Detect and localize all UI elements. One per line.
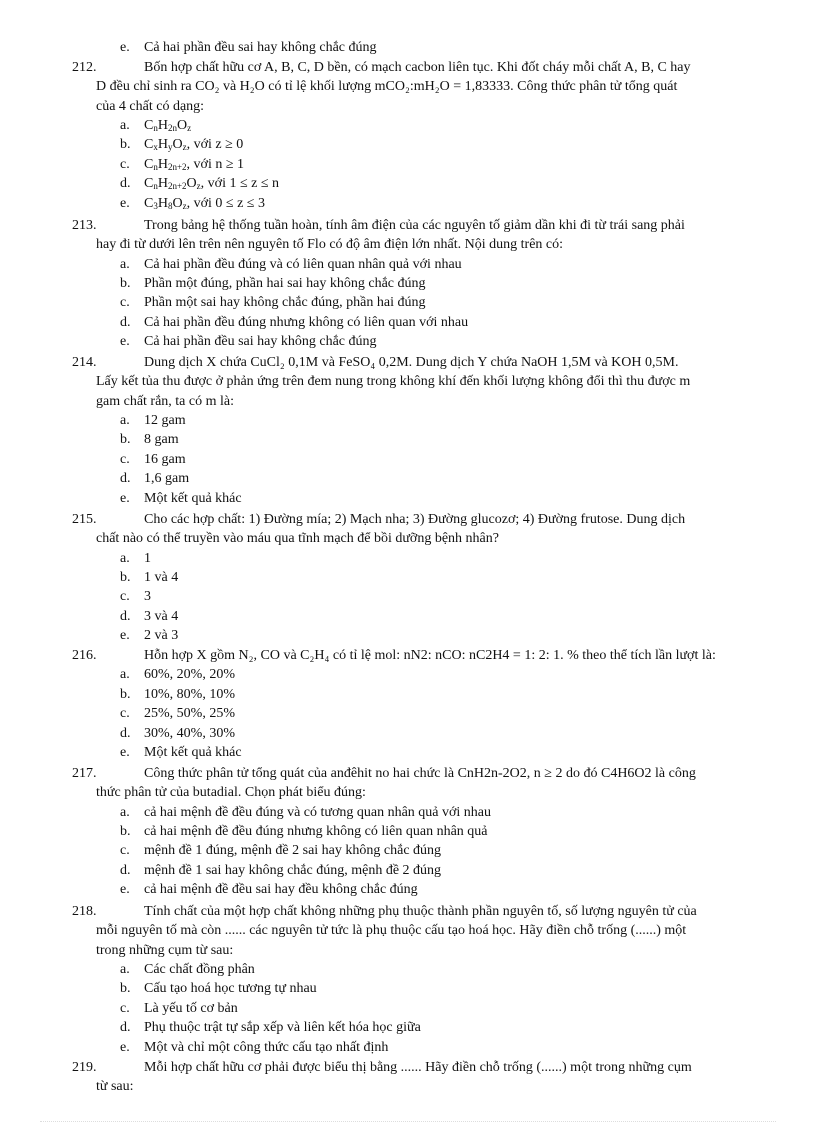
option-text: cả hai mệnh đề đều đúng và có tương quan nhân quả với nhau	[144, 804, 492, 820]
question-number: 212.	[72, 60, 97, 75]
option-b	[120, 685, 766, 704]
question-number: 219.	[72, 1060, 97, 1075]
option-b	[120, 568, 766, 587]
option-text: 1 và 4	[144, 570, 179, 585]
option-letter: b.	[120, 432, 131, 448]
option-b	[120, 822, 766, 841]
question-text: Mỗi hợp chất hữu cơ phải được biểu thị bằng ...... Hãy điền chỗ trống (......) một trong những cụm	[144, 1060, 692, 1075]
option-text: Một và chỉ một công thức cấu tạo nhất định	[144, 1039, 389, 1055]
question-218	[72, 902, 766, 1057]
question-text: Cho các hợp chất: 1) Đường mía; 2) Mạch nha; 3) Đường glucozơ; 4) Đường frutose. Dung dịch	[144, 512, 686, 527]
option-text: Một kết quả khác	[144, 490, 242, 506]
question-number: 218.	[72, 904, 97, 919]
option-text: 25%, 50%, 25%	[144, 706, 235, 722]
option-text: 3	[144, 589, 151, 605]
option-text: cả hai mệnh đề đều sai hay đều không chắc đúng	[144, 882, 418, 898]
option-letter: b.	[120, 824, 131, 839]
option-letter: e.	[120, 490, 130, 506]
option-text: Cả hai phần đều sai hay không chắc đúng	[144, 334, 377, 350]
question-216	[72, 646, 766, 762]
question-219	[72, 1058, 766, 1097]
option-text: 2 và 3	[144, 628, 179, 644]
option-c	[120, 704, 766, 723]
question-text: Hỗn hợp X gồm N₂, CO và C₂H₄ có tỉ lệ mol: nN2: nCO: nC2H4 = 1: 2: 1. % theo thể tích lần lượt là:	[144, 648, 716, 663]
option-text: Một kết quả khác	[144, 744, 242, 760]
option-e	[120, 880, 766, 899]
option-letter: c.	[120, 295, 130, 311]
option-e	[120, 489, 766, 508]
option-d	[120, 1018, 766, 1037]
option-letter: d.	[120, 1020, 131, 1036]
option-a	[120, 116, 766, 135]
option-text: Phụ thuộc trật tự sắp xếp và liên kết hóa học giữa	[144, 1020, 421, 1036]
option-d	[120, 174, 766, 193]
option-d	[120, 469, 766, 488]
page-bottom-rule	[40, 1121, 776, 1122]
option-letter: e.	[120, 882, 130, 898]
option-d	[120, 313, 766, 332]
option-b	[120, 135, 766, 154]
question-text-cont: D đều chỉ sinh ra CO₂ và H₂O có tỉ lệ khối lượng mCO₂:mH₂O = 1,83333. Công thức phân tử tổng quát	[96, 79, 678, 95]
option-letter: e.	[120, 1039, 130, 1055]
option-letter: c.	[120, 706, 130, 722]
question-text-cont: Lấy kết tủa thu được ở phản ứng trên đem nung trong không khí đến khối lượng không đổi thì thu được m	[96, 374, 691, 390]
option-text: mệnh đề 1 sai hay không chắc đúng, mệnh đề 2 đúng	[144, 862, 442, 878]
option-text: Là yếu tố cơ bản	[144, 1000, 238, 1016]
question-text: Tính chất của một hợp chất không những phụ thuộc thành phần nguyên tố, số lượng nguyên tử của	[144, 904, 697, 919]
option-letter: e.	[120, 40, 130, 55]
option-text: $C_nH_{2n+2}O_z$, với 1 ≤ z ≤ n	[144, 176, 280, 192]
option-c	[120, 450, 766, 469]
question-212	[72, 58, 766, 213]
option-text: $C_nH_{2n+2}$, với n ≥ 1	[144, 156, 245, 172]
option-text: Cả hai phần đều sai hay không chắc đúng	[144, 40, 377, 55]
option-text: 16 gam	[144, 451, 186, 467]
question-number: 217.	[72, 766, 97, 781]
question-text: Bốn hợp chất hữu cơ A, B, C, D bền, có mạch cacbon liên tục. Khi đốt cháy mỗi chất A, B, C hay	[144, 60, 691, 75]
question-number: 213.	[72, 218, 97, 233]
option-text: $C_xH_yO_z$, với z ≥ 0	[144, 137, 244, 153]
option-text: 1,6 gam	[144, 471, 190, 487]
option-text: 1	[144, 550, 151, 566]
option-letter: a.	[120, 256, 130, 272]
option-d	[120, 607, 766, 626]
option-letter: b.	[120, 276, 131, 291]
question-text-cont: chất nào có thể truyền vào máu qua tĩnh mạch để bồi dưỡng bệnh nhân?	[96, 531, 499, 547]
question-213	[72, 216, 766, 352]
option-e	[120, 1038, 766, 1057]
option-text: Cả hai phần đều đúng nhưng không có liên quan với nhau	[144, 314, 469, 330]
option-letter: a.	[120, 412, 130, 428]
option-letter: a.	[120, 550, 130, 566]
question-text-cont: hay đi từ dưới lên trên nên nguyên tố Flo có độ âm điện lớn nhất. Nội dung trên có:	[96, 237, 564, 253]
question-text-cont: trong những cụm từ sau:	[96, 942, 234, 958]
option-letter: d.	[120, 725, 131, 741]
option-text: Các chất đồng phân	[144, 961, 255, 977]
option-text: cả hai mệnh đề đều đúng nhưng không có liên quan nhân quả	[144, 824, 488, 839]
option-b	[120, 430, 766, 449]
question-text-cont: mỗi nguyên tố mà còn ...... các nguyên tử tức là phụ thuộc cấu tạo hoá học. Hãy điền chỗ trống (......) một	[96, 923, 687, 939]
option-a	[120, 255, 766, 274]
question-number: 214.	[72, 355, 97, 370]
option-c	[120, 587, 766, 606]
option-c	[120, 293, 766, 312]
option-a	[120, 960, 766, 979]
option-c	[120, 999, 766, 1018]
option-e	[120, 194, 766, 213]
option-b	[120, 979, 766, 998]
question-215	[72, 510, 766, 646]
option-text: Cấu tạo hoá học tương tự nhau	[144, 981, 317, 997]
option-e	[120, 743, 766, 762]
option-text: 30%, 40%, 30%	[144, 725, 235, 741]
option-text: Phần một sai hay không chắc đúng, phần hai đúng	[144, 295, 426, 311]
option-letter: c.	[120, 1000, 130, 1016]
option-letter: c.	[120, 589, 130, 605]
question-text-cont: thức phân tử của butadial. Chọn phát biểu đúng:	[96, 785, 366, 801]
option-d	[120, 861, 766, 880]
option-text: 10%, 80%, 10%	[144, 686, 235, 702]
option-letter: b.	[120, 686, 131, 702]
question-text: Công thức phân tử tổng quát của anđêhit no hai chức là CnH2n-2O2, n ≥ 2 do đó C4H6O2 là công	[144, 766, 696, 781]
option-text: Cả hai phần đều đúng và có liên quan nhân quả với nhau	[144, 256, 462, 272]
question-217	[72, 764, 766, 900]
option-letter: e.	[120, 195, 130, 211]
option-letter: d.	[120, 314, 131, 330]
carryover-option	[120, 38, 377, 57]
option-letter: d.	[120, 862, 131, 878]
question-text: Dung dịch X chứa CuCl₂ 0,1M và FeSO₄ 0,2M. Dung dịch Y chứa NaOH 1,5M và KOH 0,5M.	[144, 355, 679, 370]
question-number: 215.	[72, 512, 97, 527]
option-letter: d.	[120, 608, 131, 624]
option-text: $C_3H_8O_z$, với 0 ≤ z ≤ 3	[144, 195, 265, 211]
option-letter: d.	[120, 471, 131, 487]
option-a	[120, 665, 766, 684]
option-text: mệnh đề 1 đúng, mệnh đề 2 sai hay không chắc đúng	[144, 843, 442, 859]
option-text: 12 gam	[144, 412, 186, 428]
option-e	[120, 332, 766, 351]
option-letter: a.	[120, 117, 130, 133]
question-text-cont: gam chất rắn, ta có m là:	[96, 393, 234, 409]
option-text: 3 và 4	[144, 608, 179, 624]
option-d	[120, 724, 766, 743]
option-letter: a.	[120, 961, 130, 977]
question-text-cont: từ sau:	[96, 1079, 134, 1095]
option-letter: e.	[120, 628, 130, 644]
option-c	[120, 155, 766, 174]
option-text: 8 gam	[144, 432, 179, 448]
option-a	[120, 549, 766, 568]
option-b	[120, 274, 766, 293]
option-letter: d.	[120, 176, 131, 192]
option-letter: b.	[120, 981, 131, 997]
question-214	[72, 353, 766, 508]
option-letter: c.	[120, 843, 130, 859]
option-e	[120, 626, 766, 645]
option-letter: c.	[120, 451, 130, 467]
option-a	[120, 803, 766, 822]
option-text: Phần một đúng, phần hai sai hay không chắc đúng	[144, 276, 426, 291]
option-a	[120, 411, 766, 430]
option-letter: b.	[120, 137, 131, 153]
option-letter: a.	[120, 804, 130, 820]
option-c	[120, 841, 766, 860]
option-letter: a.	[120, 667, 130, 683]
option-letter: e.	[120, 334, 130, 350]
option-letter: e.	[120, 744, 130, 760]
option-letter: b.	[120, 570, 131, 585]
question-number: 216.	[72, 648, 97, 663]
question-text: Trong bảng hệ thống tuần hoàn, tính âm điện của các nguyên tố giảm dần khi đi từ trái sang phải	[144, 218, 685, 233]
option-letter: c.	[120, 156, 130, 172]
option-text: 60%, 20%, 20%	[144, 667, 235, 683]
option-text: $C_nH_{2n}O_z$	[144, 117, 192, 133]
question-text-cont: của 4 chất có dạng:	[96, 98, 205, 114]
